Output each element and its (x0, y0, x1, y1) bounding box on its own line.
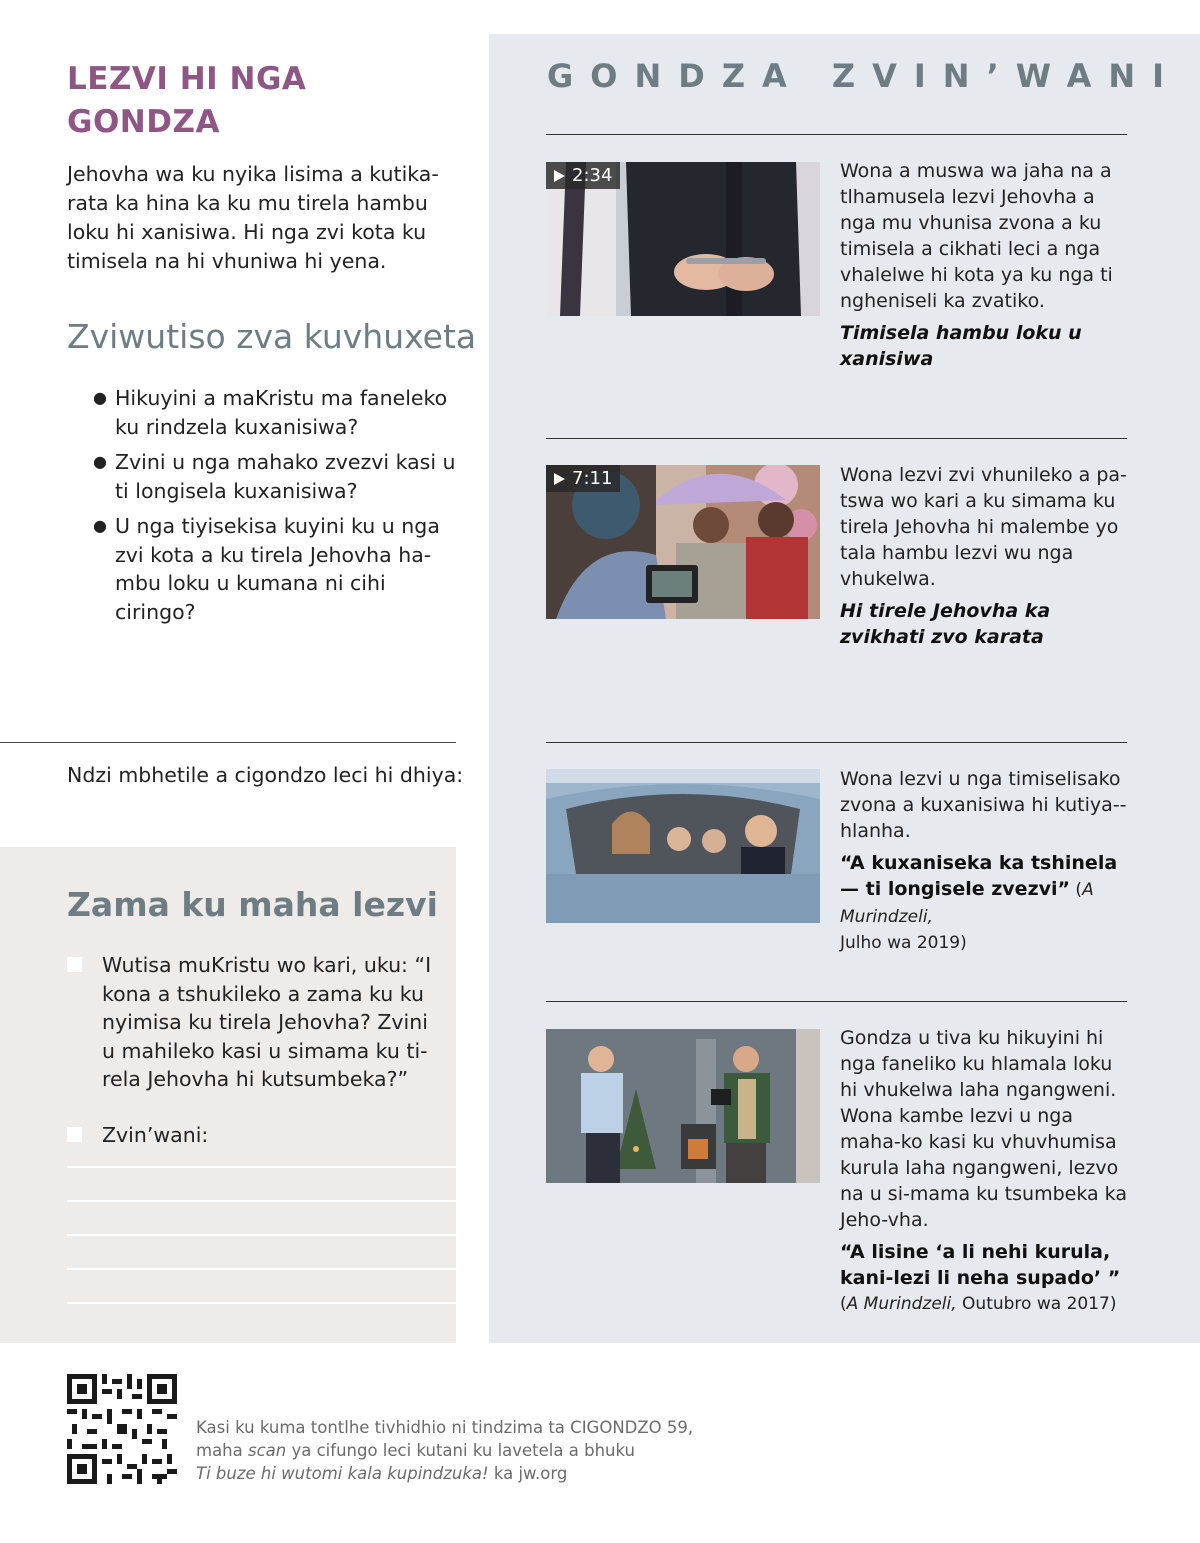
article-source: (A Murindzeli, Outubro wa 2017) (840, 1294, 1117, 1314)
qr-code-icon[interactable] (67, 1374, 177, 1484)
explore-item-text (840, 766, 1130, 956)
task-checkbox[interactable] (67, 957, 82, 972)
footer-note: Kasi ku kuma tontlhe tivhidhio ni tindzima ta CIGONDZO 59, maha scan ya cifungo leci kutani ku lavetela a bhuku Ti buze hi wutomi kala kupindzuka! ka jw.org (196, 1418, 694, 1483)
article-link[interactable]: “A kuxaniseka ka tshinela — ti longisele zvezvi” (A Murindzeli, (840, 852, 1118, 927)
article-thumbnail[interactable] (546, 769, 820, 923)
write-in-line[interactable] (67, 1166, 456, 1168)
task-item (67, 951, 442, 1094)
website-link[interactable]: ka jw.org (488, 1464, 568, 1483)
video-link[interactable]: Hi tirele Jehovha ka zvikhati zvo karata (840, 600, 1051, 648)
video-thumbnail[interactable] (546, 162, 820, 316)
task-text: Wutisa muKristu wo kari, uku: “I kona a tshukileko a zama ku ku nyimisa ku tirela Jehovha? Zvini u mahileko kasi u simama ku ti-rela Jehovha hi kutsumbeka?” (102, 953, 432, 1091)
family-opposition-image (546, 1029, 820, 1183)
book-title: Ti buze hi wutomi kala kupindzuka! (196, 1464, 489, 1483)
write-in-line[interactable] (67, 1234, 456, 1236)
family-in-car-image (546, 769, 820, 923)
play-icon (554, 473, 565, 485)
bullet-icon: ● (93, 388, 107, 407)
review-question: ● U nga tiyisekisa kuyini ku u nga zvi kota a ku tirela Jehovha ha-mbu loku u kumana ni cihi ciringo? (93, 514, 440, 624)
write-in-line[interactable] (67, 1302, 456, 1304)
explore-item-text (840, 158, 1130, 372)
divider (546, 438, 1127, 439)
explore-item-description: Gondza u tiva ku hikuyini hi nga faneliko ku hlamala loku hi vhukelwa laha ngangweni. Wona kambe lezvi u nga maha-ko kasi ku vhuvhumisa kurula laha ngangweni, lezvo na u si-mama ku tsumbeka ka Jeho-vha. (840, 1027, 1127, 1231)
try-this-title: Zama ku maha lezvi (67, 885, 438, 924)
play-icon (554, 170, 565, 182)
learn-title: LEZVI HI NGA GONDZA (67, 61, 307, 140)
divider (546, 134, 1127, 135)
bullet-icon: ● (93, 452, 107, 471)
video-link[interactable]: Timisela hambu loku u xanisiwa (840, 322, 1082, 370)
review-question: ● Hikuyini a maKristu ma faneleko ku rindzela kuxanisiwa? (93, 386, 448, 439)
learn-summary: Jehovha wa ku nyika lisima a kutika-rata ka hina ka ku mu tirela hambu loku hi xanisiwa. Hi nga zvi kota ku timisela na hi vhuniwa hi yena. (67, 162, 439, 273)
review-question: ● Zvini u nga mahako zvezvi kasi u ti longisela kuxanisiwa? (93, 450, 456, 503)
explore-item-description: Wona lezvi u nga timiselisako zvona a kuxanisiwa hi kutiya--hlanha. (840, 768, 1127, 842)
divider (546, 742, 1127, 743)
article-thumbnail[interactable] (546, 1029, 820, 1183)
task-item (67, 1121, 442, 1150)
review-questions-title: Zviwutiso zva kuvhuxeta (67, 317, 477, 356)
completed-lesson-date-label[interactable]: Ndzi mbhetile a cigondzo leci hi dhiya: (67, 763, 464, 787)
task-checkbox[interactable] (67, 1127, 82, 1142)
article-link[interactable]: “A lisine ‘a li nehi kurula, kani-lezi li neha supado’ ” (840, 1241, 1121, 1289)
explore-item-text (840, 1025, 1130, 1317)
divider (0, 742, 456, 743)
bullet-icon: ● (93, 516, 107, 535)
video-thumbnail[interactable] (546, 465, 820, 619)
video-duration-badge: 2:34 (546, 162, 620, 189)
explore-title: GONDZA ZVIN’WANI (547, 57, 1182, 95)
explore-item-text (840, 462, 1130, 650)
explore-item-description: Wona lezvi zvi vhunileko a pa-tswa wo kari a ku simama ku tirela Jehovha hi malembe yo tala hambu lezvi wu nga vhukelwa. (840, 464, 1127, 590)
article-source: Julho wa 2019) (840, 933, 967, 953)
review-questions-list (93, 384, 458, 633)
explore-item-description: Wona a muswa wa jaha na a tlhamusela lezvi Jehovha a nga mu vhunisa zvona a ku timisela a cikhati leci a nga vhalelwe hi kota ya ku nga ti ngheniseli ka zvatiko. (840, 160, 1113, 312)
video-duration-badge: 7:11 (546, 465, 620, 492)
divider (546, 1001, 1127, 1002)
task-text: Zvin’wani: (102, 1123, 209, 1147)
write-in-line[interactable] (67, 1200, 456, 1202)
write-in-line[interactable] (67, 1268, 456, 1270)
